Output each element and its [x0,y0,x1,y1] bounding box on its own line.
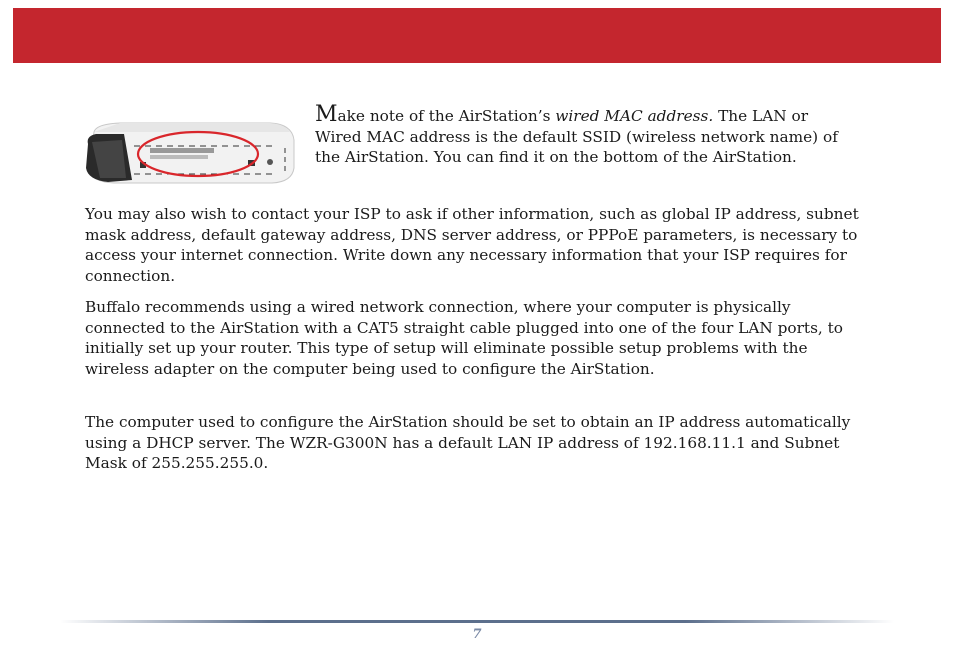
page-number: 7 [472,627,482,642]
wired-connection-paragraph: Buffalo recommends using a wired network connection, where your computer is physically connected to the AirStation with a CAT5 straight cable plugged into one of the four LAN ports, to initially set up your router. This type of setup will eliminate possible setup problems with the wireless adapter on the computer being used to configure the AirStation. [85,298,844,378]
airstation-bottom-image [80,110,298,190]
intro-text: ake note of the AirStation’s [337,107,556,125]
mac-address-note [315,102,855,168]
drop-cap: M [315,102,338,127]
header-banner [13,8,941,63]
intro-text-continued: The LAN or Wired MAC address is the default SSID (wireless network name) of the AirStation. You can find it on the bottom of the AirStation. [315,107,838,166]
footer-divider [60,620,894,623]
dhcp-paragraph: The computer used to configure the AirStation should be set to obtain an IP address automatically using a DHCP server. The WZR-G300N has a default LAN IP address of 192.168.11.1 and Subnet Mask of 255.255.255.0. [85,413,851,472]
intro-emphasis: wired MAC address. [555,107,714,125]
isp-info-paragraph: You may also wish to contact your ISP to ask if other information, such as global IP address, subnet mask address, default gateway address, DNS server address, or PPPoE parameters, is necessary to access your internet connection. Write down any necessary information that your ISP requires for connection. [85,205,859,285]
